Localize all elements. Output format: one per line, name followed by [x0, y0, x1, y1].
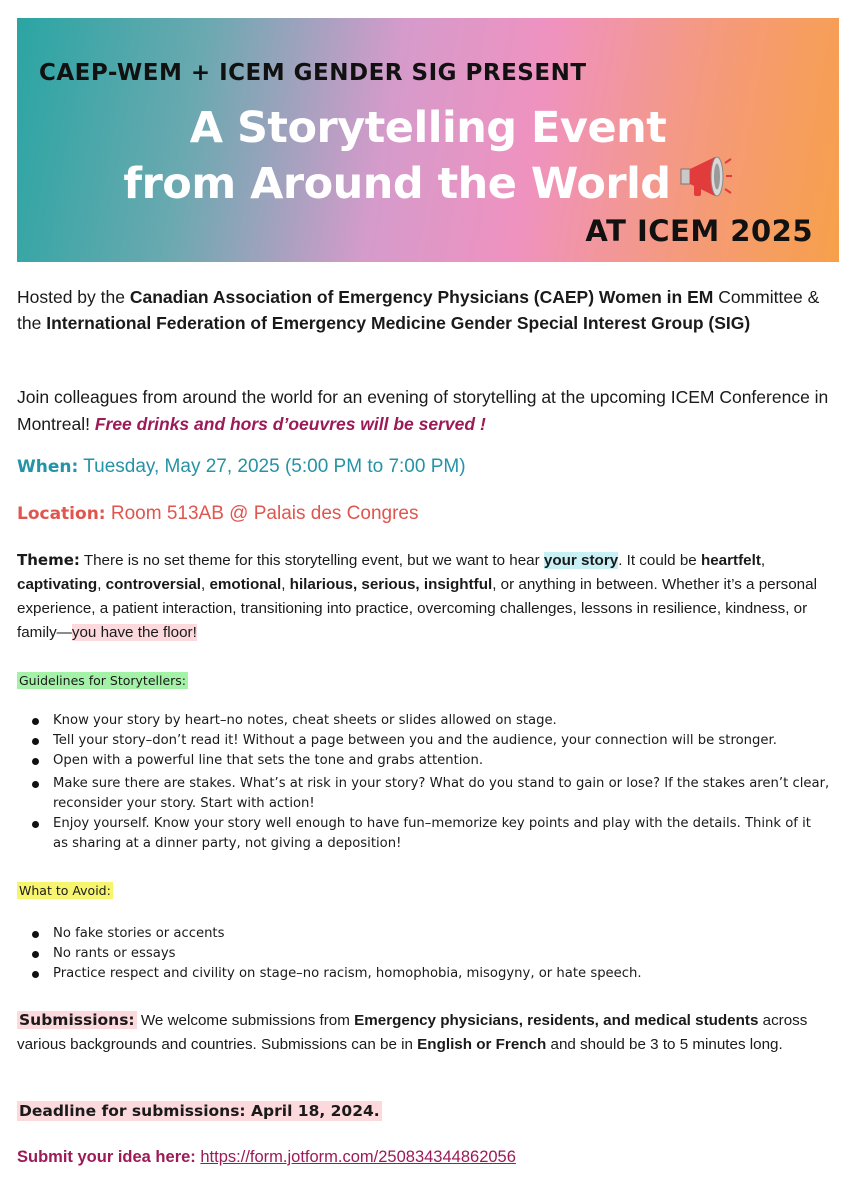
banner-presents: CAEP-WEM + ICEM GENDER SIG PRESENT [39, 60, 587, 86]
megaphone-icon [679, 153, 733, 213]
banner-at-icem: AT ICEM 2025 [585, 214, 813, 248]
submit-line [17, 1148, 516, 1167]
banner-title [17, 100, 839, 213]
banner-title-line2-wrap [17, 156, 839, 213]
free-drinks-note: Free drinks and hors d’oeuvres will be served ! [94, 414, 486, 434]
guidelines-list [30, 711, 830, 854]
when-label: When: [17, 457, 79, 477]
host-caep: Canadian Association of Emergency Physicians (CAEP) Women in EM [129, 287, 714, 307]
banner-title-line1: A Storytelling Event [189, 103, 667, 153]
list-item: Enjoy yourself. Know your story well enough to have fun–memorize key points and play with the details. Think of it as sharing at a dinner party, not giving a deposition! [30, 814, 830, 854]
theme-paragraph: Theme: There is no set theme for this storytelling event, but we want to hear your story. It could be heartfelt, captivating, controversial, emotional, hilarious, serious, insightful, or anything in between. Whether it’s a personal experience, a patient interaction, transitioning into practice, overcoming challenges, lessons in resilience, kindness, or family—you have the floor! [17, 551, 817, 641]
list-item: Make sure there are stakes. What’s at risk in your story? What do you stand to gain or lose? If the stakes aren’t clear, reconsider your story. Start with action! [30, 774, 830, 814]
banner-title-line2: from Around the World [123, 159, 671, 209]
event-when [17, 456, 466, 478]
hosted-by-paragraph: Hosted by the Canadian Association of Emergency Physicians (CAEP) Women in EM Committee & the International Federation of Emergency Medicine Gender Special Interest Group (SIG) [17, 287, 820, 333]
your-story-highlight: your story [543, 552, 619, 569]
submissions-paragraph: Submissions: We welcome submissions from Emergency physicians, residents, and medical students across various backgrounds and countries. Submissions can be in English or French and should be 3 to 5 minutes long. [17, 1011, 808, 1053]
list-item: No rants or essays [30, 944, 830, 964]
avoid-heading: What to Avoid: [19, 883, 111, 898]
list-item: Open with a powerful line that sets the tone and grabs attention. [30, 751, 830, 771]
list-item: Know your story by heart–no notes, cheat sheets or slides allowed on stage. [30, 711, 830, 731]
when-value: Tuesday, May 27, 2025 (5:00 PM to 7:00 PM) [78, 456, 466, 477]
event-location [17, 503, 419, 525]
location-label: Location: [17, 504, 106, 524]
floor-highlight: you have the floor! [71, 624, 197, 641]
location-value: Room 513AB @ Palais des Congres [105, 503, 419, 524]
list-item: Tell your story–don’t read it! Without a page between you and the audience, your connection will be stronger. [30, 731, 830, 751]
join-paragraph: Join colleagues from around the world for an evening of storytelling at the upcoming ICEM Conference in Montreal! Free drinks and hors d’oeuvres will be served ! [17, 387, 829, 434]
host-ifem-sig: International Federation of Emergency Medicine Gender Special Interest Group (SIG) [46, 313, 751, 333]
submissions-label: Submissions: [19, 1011, 135, 1029]
submission-form-link[interactable]: https://form.jotform.com/250834344862056 [200, 1148, 516, 1166]
event-banner [17, 18, 839, 262]
list-item: Practice respect and civility on stage–no racism, homophobia, misogyny, or hate speech. [30, 964, 830, 984]
submission-deadline: Deadline for submissions: April 18, 2024. [19, 1102, 380, 1120]
theme-label: Theme: [17, 551, 80, 569]
submit-label: Submit your idea here: [17, 1148, 201, 1166]
list-item: No fake stories or accents [30, 924, 830, 944]
avoid-list [30, 924, 830, 984]
guidelines-heading: Guidelines for Storytellers: [19, 673, 187, 688]
